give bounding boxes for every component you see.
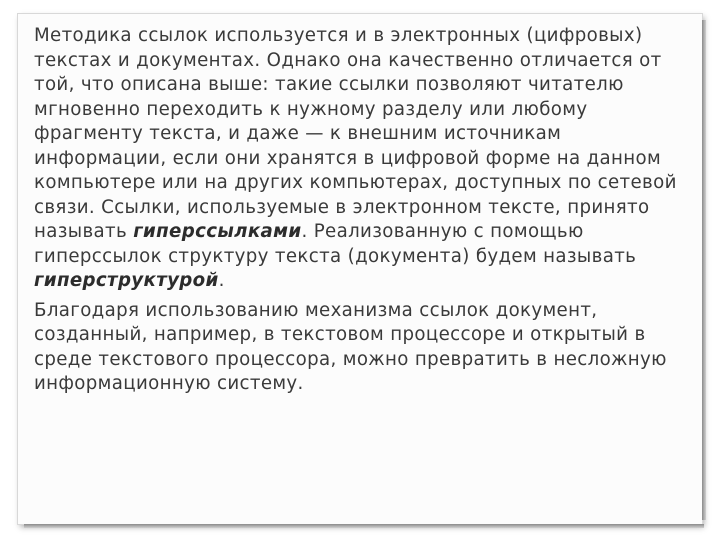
frame-shadow-bottom bbox=[24, 524, 704, 528]
paragraph-text-part2: . Реализованную с помощью гиперссылок структуру текста (документа) будем называть bbox=[34, 221, 637, 267]
paragraph-text-part1: Методика ссылок используется и в электронных (цифровых) текстах и документах. Однако она качественно отличается от той, что описана выше: такие ссылки позволяют читателю мгновенно переходить к нужному разделу или любому фрагменту текста, и даже — к внешним источникам информации, если они хранятся в цифровой форме на данном компьютере или на других компьютерах, доступных по сетевой связи. Ссылки, используемые в электронном тексте, принято называть bbox=[34, 25, 677, 242]
paragraph-text-part3: . bbox=[218, 270, 225, 291]
frame-shadow-right bbox=[702, 20, 706, 520]
slide-body bbox=[34, 24, 684, 397]
slide-frame bbox=[18, 14, 702, 524]
term-hyperstructure: гиперструктурой bbox=[34, 270, 219, 291]
paragraph-information-system: Благодаря использованию механизма ссылок документ, созданный, например, в текстовом процессоре и открытый в среде текстового процессора, можно превратить в несложную информационную систему. bbox=[34, 299, 667, 394]
paragraph-hyperlinks bbox=[34, 24, 684, 294]
term-hyperlinks: гиперссылками bbox=[133, 221, 302, 242]
